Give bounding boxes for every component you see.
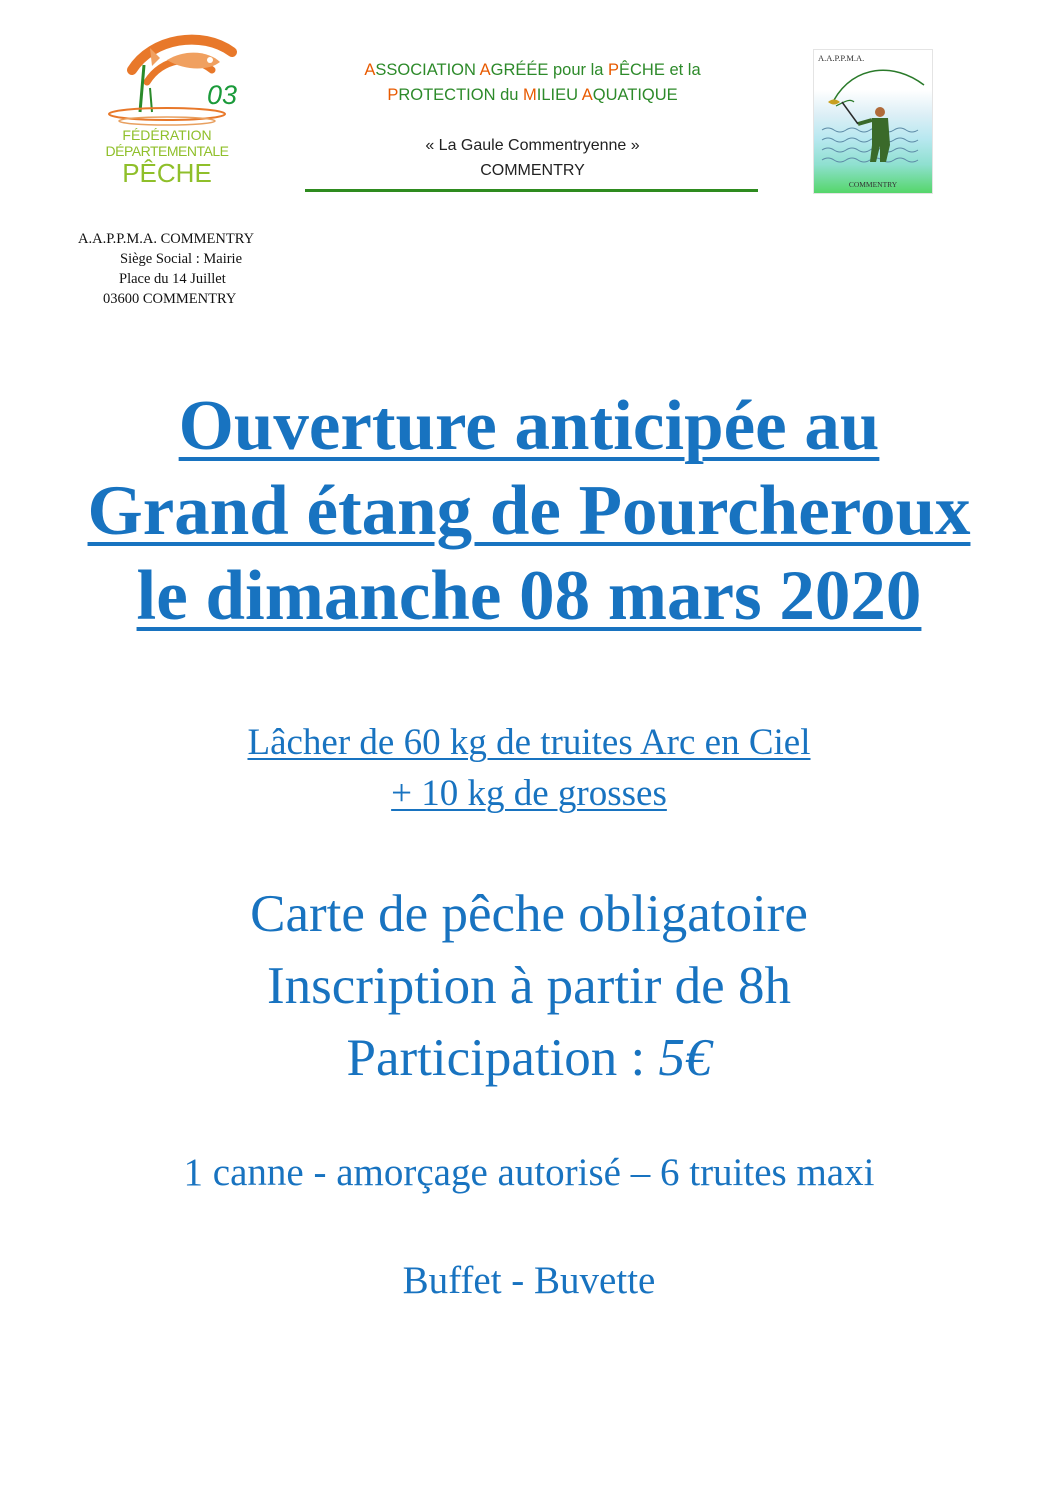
angler-icon <box>814 50 932 193</box>
federation-number: 03 <box>207 80 238 110</box>
assoc-line2-part: M <box>523 86 537 104</box>
event-title-line2-text: Grand étang de Pourcheroux <box>87 472 971 550</box>
association-club-name: « La Gaule Commentryenne » <box>425 137 640 154</box>
event-date-text: le dimanche 08 mars 2020 <box>136 557 922 635</box>
assoc-line2-part: ILIEU <box>536 86 582 104</box>
address-line2: Siège Social : Mairie <box>120 251 243 267</box>
assoc-line1-part: GRÉÉE pour la <box>490 61 608 79</box>
assoc-line2-part: A <box>581 86 593 104</box>
federation-line1: FÉDÉRATION <box>122 127 212 143</box>
federation-logo <box>92 30 262 195</box>
assoc-line1-part: A <box>479 61 491 79</box>
association-header <box>305 58 760 183</box>
association-line2 <box>305 83 760 108</box>
event-title-line1-text: Ouverture anticipée au <box>178 387 880 465</box>
aappma-logo <box>813 49 933 194</box>
federation-line3: PÊCHE <box>122 158 212 188</box>
header-divider <box>305 189 758 192</box>
participation-fee <box>0 1022 1058 1095</box>
participation-value: 5€ <box>658 1029 712 1087</box>
assoc-line1-part: SSOCIATION <box>375 61 480 79</box>
participation-label: Participation : <box>346 1029 659 1087</box>
registration-time: Inscription à partir de 8h <box>267 957 791 1015</box>
assoc-line1-part: ÊCHE et la <box>619 61 701 79</box>
release-line2-text: + 10 kg de grosses <box>391 773 667 814</box>
release-line1 <box>0 717 1058 769</box>
address-line4: 03600 COMMENTRY <box>103 291 237 307</box>
assoc-line1-part: P <box>608 61 620 79</box>
association-line1 <box>305 58 760 83</box>
event-title-line1 <box>0 385 1058 467</box>
fishing-card-required: Carte de pêche obligatoire <box>250 885 808 943</box>
address-line3: Place du 14 Juillet <box>119 271 226 287</box>
aappma-logo-top-text: A.A.P.P.M.A. <box>818 53 865 63</box>
assoc-line2-part: ROTECTION du <box>398 86 524 104</box>
aappma-logo-bottom-text: COMMENTRY <box>848 180 898 189</box>
buffet-info: Buffet - Buvette <box>402 1259 656 1302</box>
assoc-line2-part: QUATIQUE <box>592 86 678 104</box>
address-line1: A.A.P.P.M.A. COMMENTRY <box>78 231 255 247</box>
fishing-rules: 1 canne - amorçage autorisé – 6 truites maxi <box>183 1151 875 1194</box>
event-title-line2 <box>0 470 1058 552</box>
assoc-line1-part: A <box>364 61 376 79</box>
assoc-line2-part: P <box>387 86 399 104</box>
federation-line2: DÉPARTEMENTALE <box>105 143 229 159</box>
event-date <box>0 555 1058 637</box>
release-line1-text: Lâcher de 60 kg de truites Arc en Ciel <box>247 722 811 763</box>
release-line2 <box>0 768 1058 820</box>
association-town: COMMENTRY <box>480 162 585 179</box>
